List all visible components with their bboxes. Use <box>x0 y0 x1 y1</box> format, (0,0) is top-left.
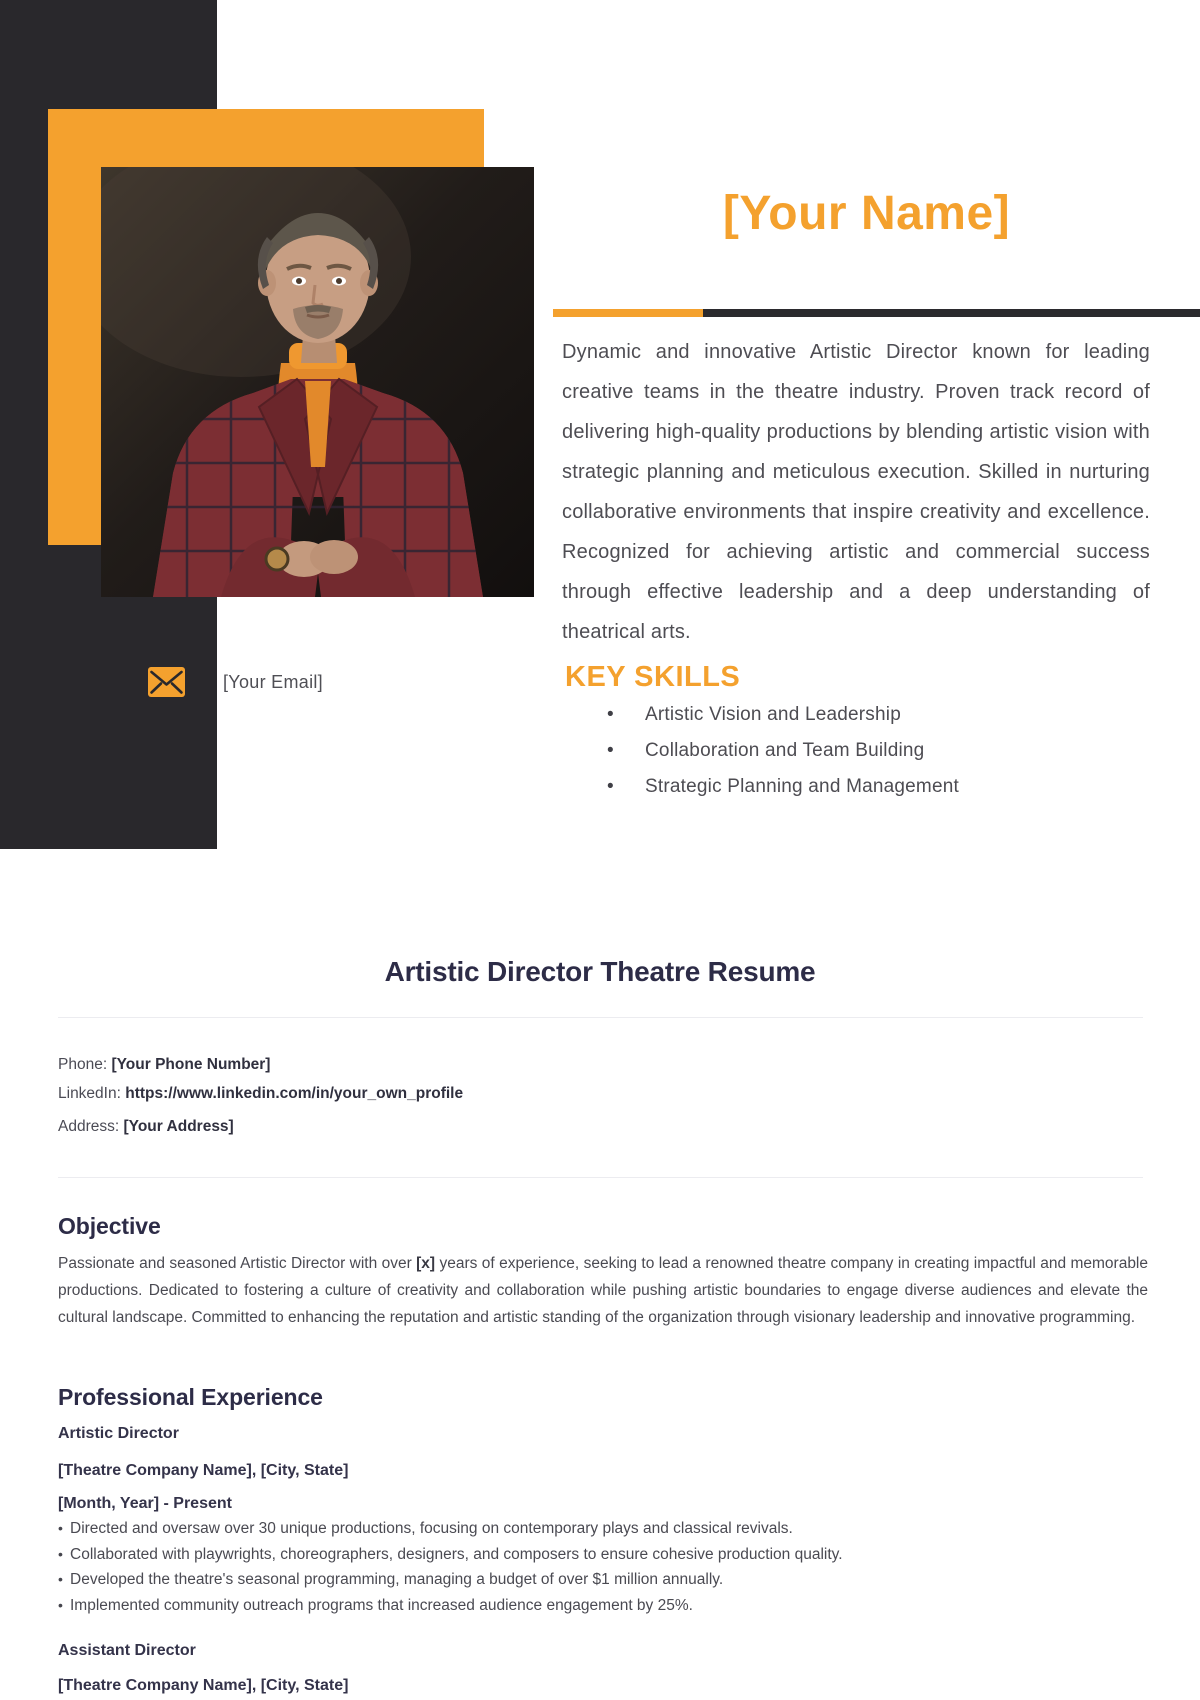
job-bullet <box>58 1571 1148 1589</box>
objective-text <box>58 1250 1148 1331</box>
profile-summary: Dynamic and innovative Artistic Director known for leading creative teams in the theatre industry. Proven track record of delivering high-quality productions by blending artistic vision with strategic planning and meticulous execution. Skilled in nurturing collaborative environments that inspire creativity and excellence. Recognized for achieving artistic and commercial success through effective leadership and a deep understanding of theatrical arts. <box>562 341 1150 643</box>
key-skills-heading: KEY SKILLS <box>565 661 741 693</box>
job-company: [Theatre Company Name], [City, State] <box>58 1677 349 1694</box>
bullet-text: Collaborated with playwrights, choreographers, designers, and composers to ensure cohesive production quality. <box>70 1546 843 1563</box>
email-label: [Your Email] <box>223 672 323 692</box>
job-bullet <box>58 1597 1148 1615</box>
list-item: • Artistic Vision and Leadership <box>605 697 1125 733</box>
bullet-dot-icon: • <box>58 1571 63 1587</box>
job-dates: [Month, Year] - Present <box>58 1495 232 1512</box>
bullet-text: Developed the theatre's seasonal programming, managing a budget of over $1 million annually. <box>70 1571 724 1588</box>
contact-value: https://www.linkedin.com/in/your_own_profile <box>125 1085 464 1102</box>
contact-label: Phone: <box>58 1056 108 1073</box>
bullet-dot-icon: • <box>58 1546 63 1562</box>
job-company: [Theatre Company Name], [City, State] <box>58 1462 349 1479</box>
contact-phone <box>58 1056 270 1074</box>
list-item: • Strategic Planning and Management <box>605 769 1125 805</box>
header-divider-dark-segment <box>703 309 1200 317</box>
header-divider-accent-segment <box>553 309 703 317</box>
bullet-dot-icon: • <box>58 1597 63 1613</box>
objective-text-before: Passionate and seasoned Artistic Director with over <box>58 1255 417 1272</box>
job-role: Assistant Director <box>58 1642 196 1659</box>
divider <box>58 1177 1143 1178</box>
job-bullet <box>58 1546 1148 1564</box>
objective-text-after: years of experience, seeking to lead a renowned theatre company in creating impactful and memorable productions. Dedicated to fostering a culture of creativity and collaboration while pushing artistic boundaries to engage diverse audiences and elevate the cultural landscape. Committed to enhancing the reputation and artistic standing of the organization through visionary leadership and innovative programming. <box>58 1255 1148 1326</box>
bullet-text: Directed and oversaw over 30 unique productions, focusing on contemporary plays and classical revivals. <box>70 1520 793 1537</box>
contact-address <box>58 1118 234 1136</box>
job-bullet <box>58 1520 1148 1538</box>
candidate-name: [Your Name] <box>722 187 1011 240</box>
key-skills-list <box>605 697 1125 805</box>
objective-highlight: [x] <box>416 1255 436 1272</box>
bullet-text: Implemented community outreach programs that increased audience engagement by 25%. <box>70 1597 693 1614</box>
contact-value: [Your Address] <box>123 1118 234 1135</box>
bullet-dot-icon: • <box>58 1520 63 1536</box>
objective-heading: Objective <box>58 1213 161 1239</box>
experience-heading: Professional Experience <box>58 1384 323 1410</box>
contact-label: LinkedIn: <box>58 1085 121 1102</box>
divider <box>58 1017 1143 1018</box>
profile-photo <box>101 167 534 597</box>
portrait-illustration <box>101 167 534 597</box>
list-item: • Collaboration and Team Building <box>605 733 1125 769</box>
envelope-icon <box>148 667 185 697</box>
page-title: Artistic Director Theatre Resume <box>384 956 816 987</box>
contact-value: [Your Phone Number] <box>111 1056 271 1073</box>
contact-label: Address: <box>58 1118 120 1135</box>
contact-linkedin <box>58 1085 463 1103</box>
job-role: Artistic Director <box>58 1425 179 1442</box>
